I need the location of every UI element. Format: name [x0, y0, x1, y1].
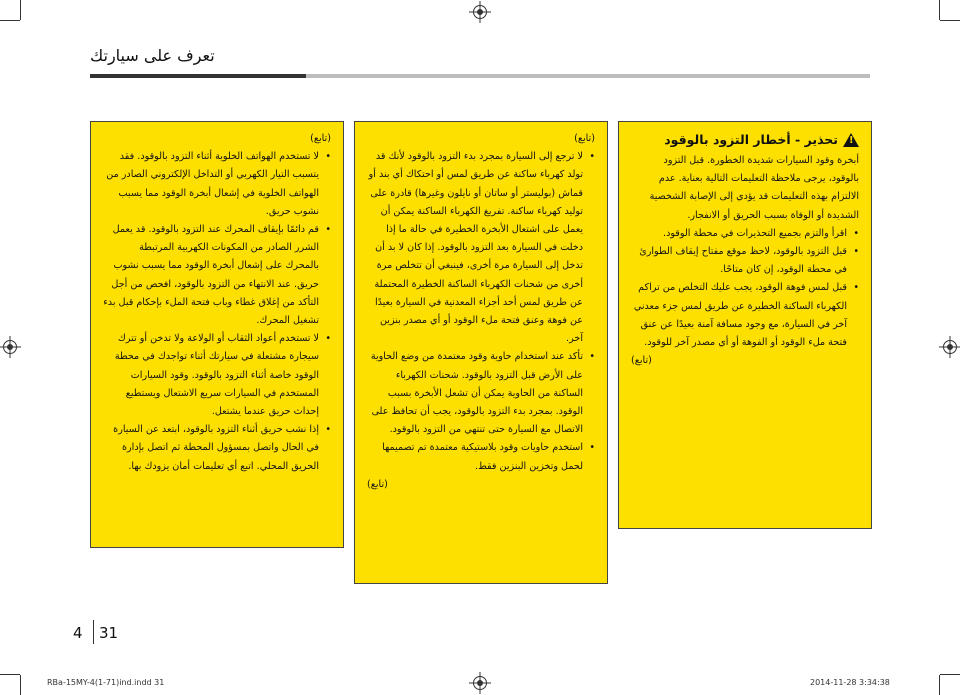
warning-bullet: • تأكد عند استخدام حاوية وقود معتمدة من وضع الحاوية على الأرض قبل التزود بالوقود. شحنات الكهرباء الساكنة من الحاوية يمكن أن تشعل الأبخرة بسبب الوقود. بمجرد بدء التزود بالوقود، يجب أن تحافظ على الاتصال مع السيارة حتى تنتهي من التزود بالوقود.	[367, 348, 595, 439]
warning-bullet: • قبل التزود بالوقود، لاحظ موقع مفتاح إيقاف الطوارئ في محطة الوقود، إن كان متاحًا.	[631, 243, 859, 279]
continued-label: (تابع)	[367, 478, 388, 490]
warning-bullet: • قبل لمس فوهة الوقود، يجب عليك التخلص من تراكم الكهرباء الساكنة الخطيرة عن طريق لمس جزء معدني آخر في السيارة، مع وجود مسافة آمنة بعيدًا عن عنق فتحة ملء الوقود أو الفوهة أو أي مصدر آخر للوقود.	[631, 279, 859, 352]
continued-label: (تابع)	[574, 133, 595, 144]
print-date: 2014-11-28 3:34:38	[810, 678, 890, 687]
warning-intro: أبخرة وقود السيارات شديدة الخطورة. قبل التزود بالوقود، يرجى ملاحظة التعليمات التالية بعناية. عدم الالتزام بهذه التعليمات قد يؤدي إلى الإصابة الشخصية الشديدة أو الوفاة بسبب الحريق أو الانفجار.	[649, 155, 859, 221]
page-number-divider	[93, 620, 94, 644]
crop-mark	[940, 674, 960, 675]
warning-box-middle	[354, 121, 608, 584]
registration-mark-icon	[3, 340, 17, 354]
registration-mark-icon	[473, 5, 487, 19]
warning-bullet: • لا ترجع إلى السيارة بمجرد بدء التزود بالوقود لأنك قد تولد كهرباء ساكنة عن طريق لمس أو احتكاك أي بند أو قماش (بوليستر أو ساتان أو نايلون وغيرها) قادرة على توليد كهرباء ساكنة. تفريغ الكهرباء الساكنة يمكن أن يعمل على اشتعال الأبخرة الخطيرة في حالة ما إذا دخلت في السيارة بعد التزود بالوقود. إذا كان لا بد أن تدخل إلى السيارة مرة أخرى، فينبغي أن تتخلص مرة أخرى من شحنات الكهرباء الساكنة الخطيرة المحتملة عن طريق لمس أحد أجزاء المعدنية في السيارة بعيدًا عن فوهة وعنق فتحة ملء الوقود أو أي مصدر بنزين آخر.	[367, 148, 595, 348]
warning-bullet: • إذا نشب حريق أثناء التزود بالوقود، ابتعد عن السيارة في الحال واتصل بمسؤول المحطة ثم اتصل بإدارة الحريق المحلي. اتبع أي تعليمات أمان يزودك بها.	[103, 421, 331, 476]
crop-mark	[20, 675, 21, 695]
warning-heading-text: تحذير - أخطار التزود بالوقود	[664, 132, 838, 147]
warning-bullet: • استخدم حاويات وقود بلاستيكية معتمدة تم تصميمها لحمل وتخزين البنزين فقط.	[367, 439, 595, 475]
crop-mark	[939, 0, 940, 20]
crop-mark	[0, 20, 20, 21]
title-rule-accent	[306, 74, 870, 78]
warning-bullet: • لا تستخدم أعواد الثقاب أو الولاعة ولا تدخن أو تترك سيجارة مشتعلة في سيارتك أثناء تواجدك في محطة الوقود خاصة أثناء التزود بالوقود. وقود السيارات المستخدم في السيارات سريع الاشتعال ويستطيع إحداث حريق عندما يشتعل.	[103, 330, 331, 421]
registration-mark-icon	[943, 340, 957, 354]
crop-mark	[940, 20, 960, 21]
page-number: 31	[99, 624, 119, 642]
warning-bullet: • لا تستخدم الهواتف الخلوية أثناء التزود بالوقود. فقد يتسبب التيار الكهربي أو التداخل الإلكتروني الصادر من الهواتف الخلوية في إشعال أبخرة الوقود مما يسبب نشوب حريق.	[103, 148, 331, 221]
crop-mark	[939, 675, 940, 695]
section-title: تعرف على سيارتك	[90, 46, 215, 65]
chapter-number: 4	[73, 624, 83, 642]
registration-mark-icon	[473, 676, 487, 690]
warning-bullet: • قم دائمًا بإيقاف المحرك عند التزود بالوقود. قد يعمل الشرر الصادر من المكونات الكهربية المرتبطة بالمحرك على إشعال أبخرة الوقود مما يسبب نشوب حريق. عند الانتهاء من التزود بالوقود، افحص من أجل التأكد من إغلاق غطاء وباب فتحة الملء بإحكام قبل بدء تشغيل المحرك.	[103, 221, 331, 330]
warning-triangle-icon: !	[843, 133, 859, 147]
warning-heading	[631, 130, 859, 150]
crop-mark	[0, 674, 20, 675]
print-file-name: RBa-15MY-4(1-71)ind.indd 31	[47, 678, 165, 687]
continued-label: (تابع)	[310, 133, 331, 144]
warning-box-right	[618, 121, 872, 529]
continued-label: (تابع)	[631, 355, 652, 367]
crop-mark	[20, 0, 21, 20]
warning-bullet: • اقرأ والتزم بجميع التحذيرات في محطة الوقود.	[631, 225, 859, 243]
warning-box-left	[90, 121, 344, 548]
